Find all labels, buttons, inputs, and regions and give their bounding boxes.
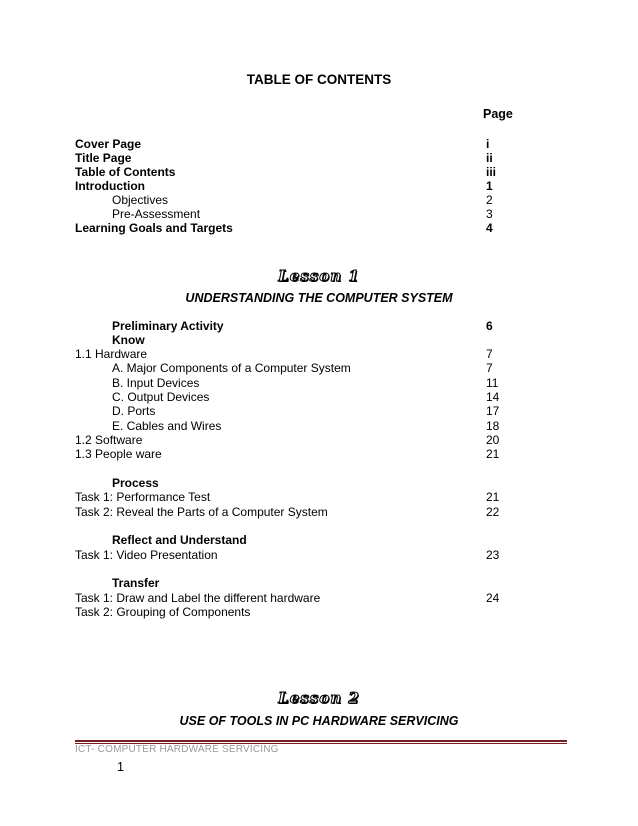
entry-page: 2: [486, 193, 493, 207]
entry-label: Table of Contents: [75, 165, 176, 179]
toc-entry: [75, 576, 515, 590]
toc-entry: [75, 151, 515, 165]
entry-label: 1.3 People ware: [75, 447, 162, 461]
toc-entry: [75, 319, 515, 333]
toc-entry: [75, 347, 515, 361]
toc-entry: [75, 165, 515, 179]
toc-entry: [75, 137, 515, 151]
lesson-1-title: UNDERSTANDING THE COMPUTER SYSTEM: [185, 291, 453, 305]
entry-page: ii: [486, 151, 493, 165]
entry-label: Transfer: [112, 576, 160, 590]
entry-label: Task 1: Video Presentation: [75, 548, 218, 562]
entry-label: Reflect and Understand: [112, 533, 247, 547]
toc-entry: [75, 533, 515, 547]
toc-entry: [75, 490, 515, 504]
toc-entry: [75, 419, 515, 433]
entry-label: D. Ports: [112, 404, 156, 418]
entry-label: C. Output Devices: [112, 390, 210, 404]
entry-label: B. Input Devices: [112, 376, 200, 390]
entry-label: E. Cables and Wires: [112, 419, 222, 433]
entry-label: Task 1: Performance Test: [75, 490, 211, 504]
entry-label: Know: [112, 333, 145, 347]
toc-entry: [75, 179, 515, 193]
entry-page: 3: [486, 207, 493, 221]
toc-entry: [75, 433, 515, 447]
entry-page: i: [486, 137, 490, 151]
entry-label: 1.2 Software: [75, 433, 143, 447]
entry-label: Introduction: [75, 179, 145, 193]
footer-page-number: 1: [117, 760, 124, 774]
toc-entry: [75, 591, 515, 605]
page-column-label: Page: [483, 107, 513, 121]
entry-label: 1.1 Hardware: [75, 347, 148, 361]
toc-entry: [75, 376, 515, 390]
entry-page: iii: [486, 165, 497, 179]
entry-page: 1: [486, 179, 493, 193]
toc-entry: [75, 476, 515, 490]
toc-entry: [75, 548, 515, 562]
entry-page: 24: [486, 591, 500, 605]
entry-label: Title Page: [75, 151, 132, 165]
lesson-2-heading: Lesson 2: [278, 689, 360, 707]
toc-entry: [75, 404, 515, 418]
toc-entry: [75, 361, 515, 375]
entry-page: 14: [486, 390, 500, 404]
entry-label: Process: [112, 476, 159, 490]
toc-entry: [75, 207, 515, 221]
entry-page: 7: [486, 347, 493, 361]
entry-label: Task 2: Grouping of Components: [75, 605, 251, 619]
entry-page: 21: [486, 490, 500, 504]
entry-page: 11: [486, 376, 499, 390]
toc-entry: [75, 447, 515, 461]
entry-page: 20: [486, 433, 500, 447]
toc-entry: [75, 390, 515, 404]
entry-label: Objectives: [112, 193, 169, 207]
entry-page: 18: [486, 419, 500, 433]
entry-page: 6: [486, 319, 493, 333]
toc-title: TABLE OF CONTENTS: [246, 72, 392, 87]
entry-page: 21: [486, 447, 500, 461]
lesson-1-heading: Lesson 1: [278, 267, 360, 285]
lesson-2-title: USE OF TOOLS IN PC HARDWARE SERVICING: [179, 714, 459, 728]
entry-label: Cover Page: [75, 137, 142, 151]
entry-label: Task 1: Draw and Label the different hardware: [75, 591, 321, 605]
toc-entry: [75, 333, 515, 347]
entry-page: 23: [486, 548, 500, 562]
toc-entry: [75, 605, 515, 619]
entry-label: Task 2: Reveal the Parts of a Computer System: [75, 505, 328, 519]
entry-label: Pre-Assessment: [112, 207, 201, 221]
footer-rule: [75, 740, 567, 742]
entry-page: 17: [486, 404, 500, 418]
entry-page: 4: [486, 221, 493, 235]
toc-entry: [75, 505, 515, 519]
entry-page: 22: [486, 505, 500, 519]
toc-entry: [75, 221, 515, 235]
entry-label: A. Major Components of a Computer System: [112, 361, 351, 375]
entry-label: Learning Goals and Targets: [75, 221, 233, 235]
entry-label: Preliminary Activity: [112, 319, 224, 333]
footer-course-name: ICT- COMPUTER HARDWARE SERVICING: [75, 744, 279, 755]
entry-page: 7: [486, 361, 493, 375]
toc-entry: [75, 193, 515, 207]
